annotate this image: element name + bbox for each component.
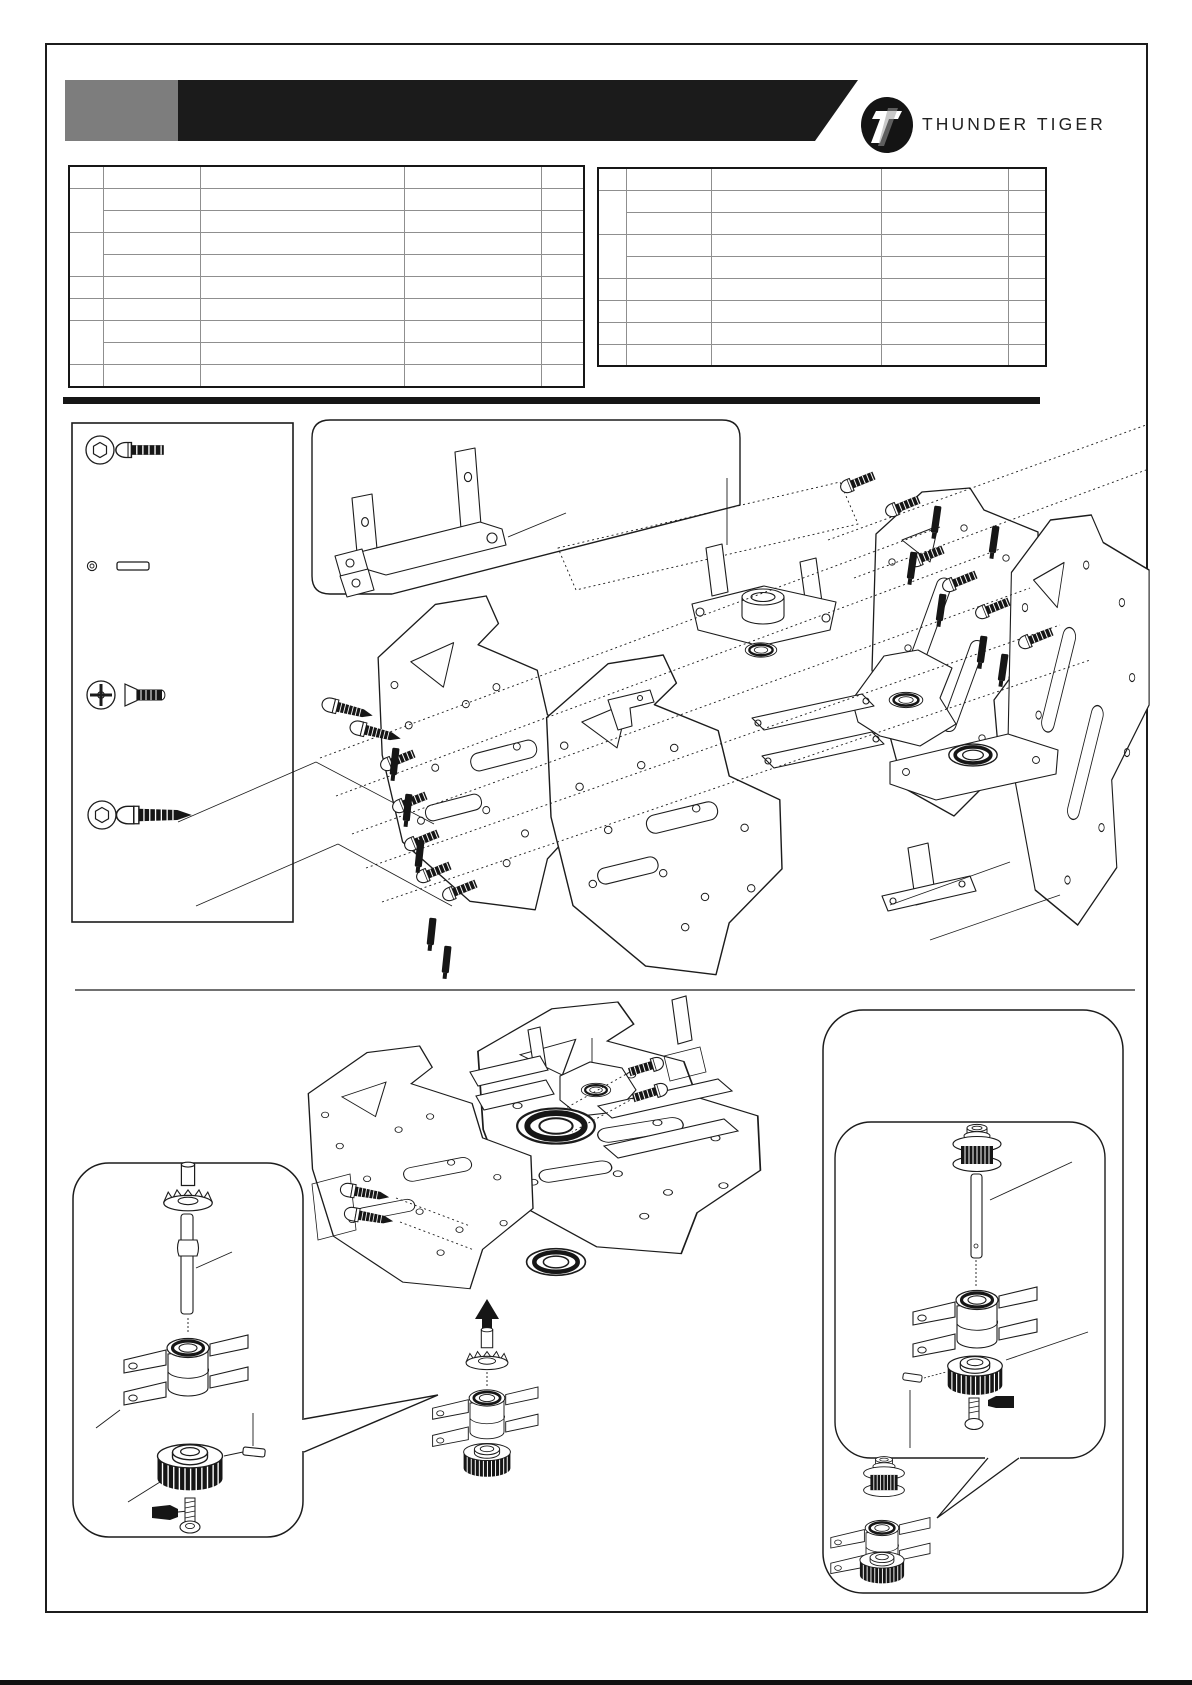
hex-socket-head-icon xyxy=(88,801,116,829)
drive-unit-stack xyxy=(433,1328,538,1478)
upper-assembly-diagram xyxy=(178,420,1149,979)
frame-plate xyxy=(1008,515,1149,925)
flat-head-screw-icon xyxy=(125,684,165,706)
callout-box-bracket xyxy=(312,420,740,597)
pin-icon xyxy=(117,562,149,570)
footer-bar xyxy=(0,1680,1192,1685)
main-bearing-icon xyxy=(517,1108,595,1143)
callout-box-drive-shaft xyxy=(823,1010,1123,1593)
hex-socket-head-icon xyxy=(86,436,114,464)
frame-plate xyxy=(547,655,782,975)
bearing-icon xyxy=(745,643,777,657)
support-bracket-icon xyxy=(882,843,976,911)
hardware-legend-panel xyxy=(72,423,293,922)
lower-bearing-icon xyxy=(527,1249,586,1276)
phillips-head-icon xyxy=(87,681,115,709)
brand-wordmark: THUNDER TIGER xyxy=(922,114,1106,134)
section-divider-bar xyxy=(63,397,1040,404)
lower-assembly-diagram xyxy=(73,996,1123,1593)
washer-end-icon xyxy=(87,561,96,570)
button-head-screw-icon xyxy=(116,443,164,458)
bearing-icon xyxy=(581,1083,610,1096)
